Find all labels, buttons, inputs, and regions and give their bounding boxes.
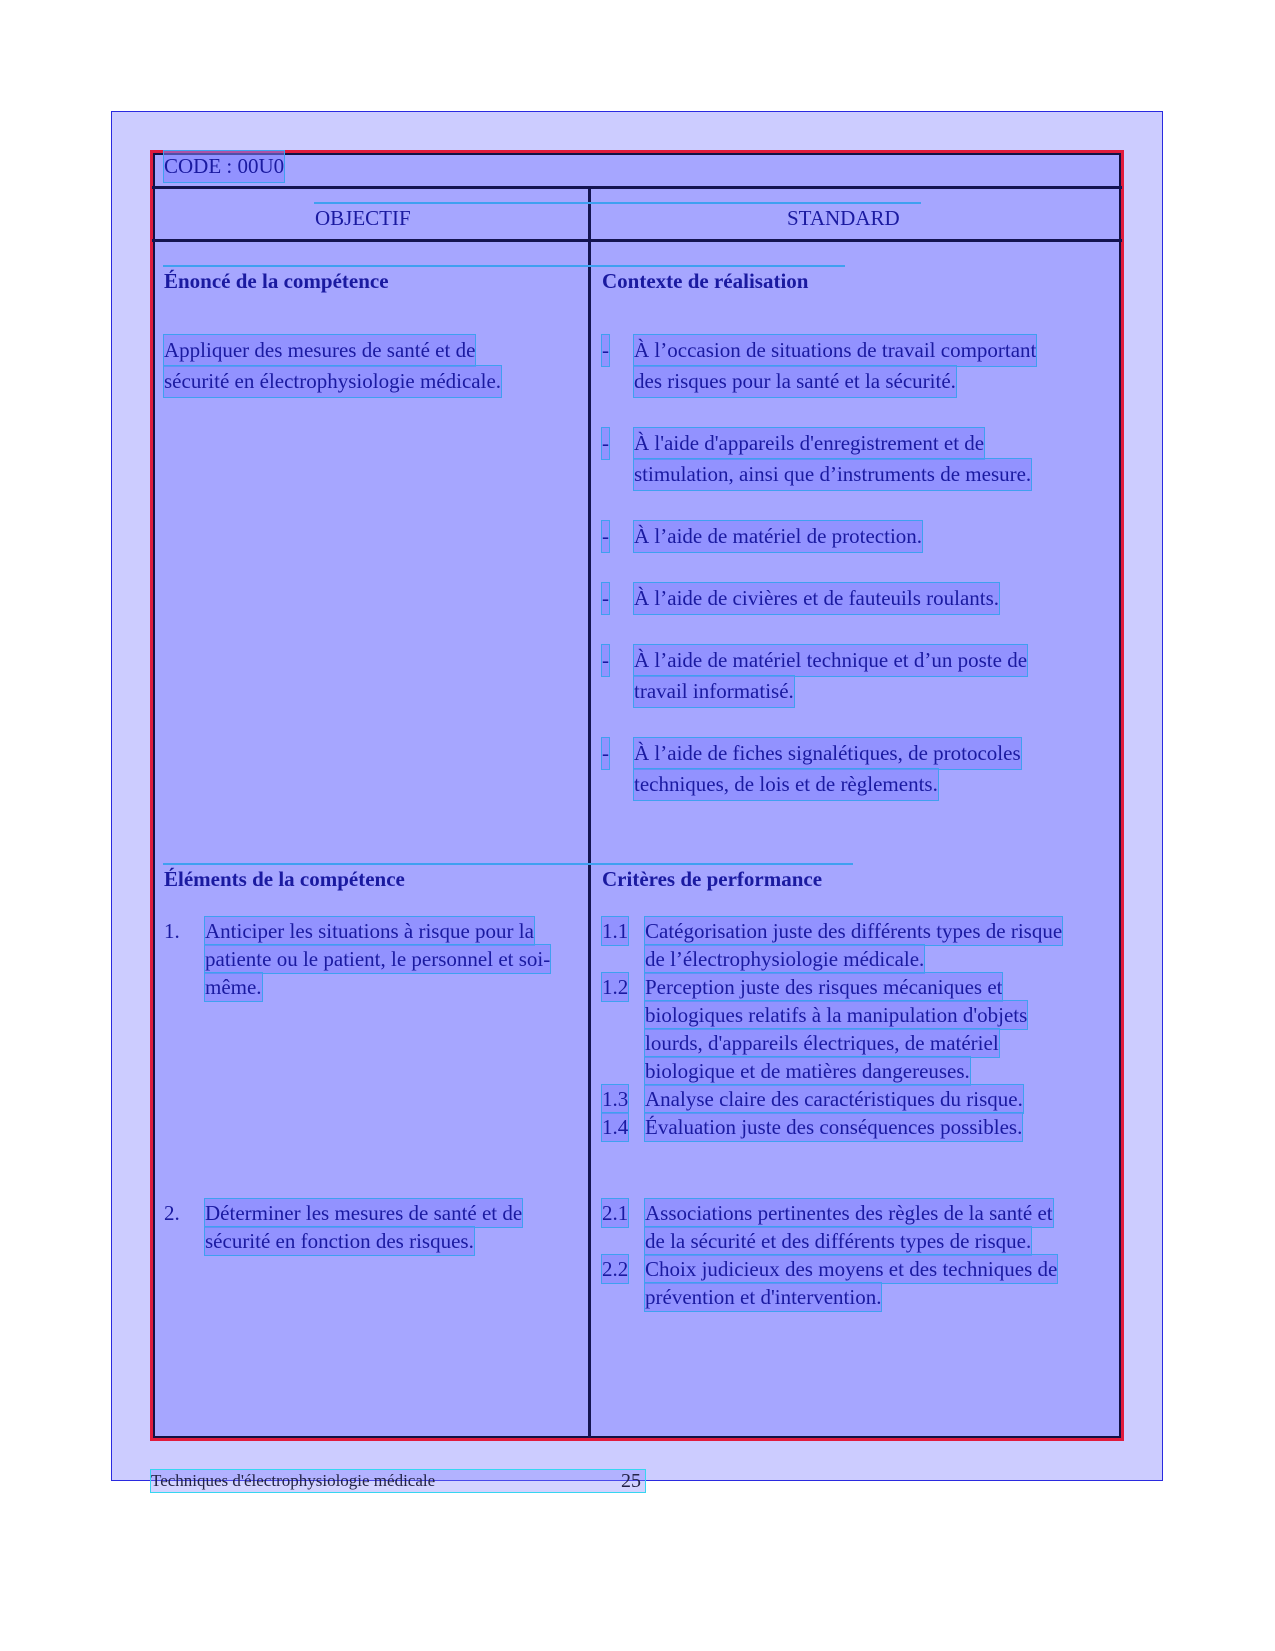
contexte-item-line: des risques pour la santé et la sécurité.	[634, 366, 956, 397]
element-number: 2.	[164, 1201, 180, 1225]
objectif-line: sécurité en électrophysiologie médicale.	[164, 366, 501, 397]
element-line: sécurité en fonction des risques.	[205, 1229, 474, 1253]
divider-header-top	[152, 186, 1122, 189]
critere-line: de la sécurité et des différents types de risque.	[645, 1229, 1032, 1253]
critere-line: Catégorisation juste des différents types de risque	[645, 919, 1063, 943]
element-number: 1.	[164, 919, 180, 943]
footer-title: Techniques d'électrophysiologie médicale	[151, 1471, 436, 1490]
critere-line: Associations pertinentes des règles de la santé et	[645, 1201, 1053, 1225]
contexte-item-line: À l’aide de fiches signalétiques, de protocoles	[634, 738, 1021, 769]
contexte-item-line: techniques, de lois et de règlements.	[634, 769, 938, 800]
contexte-bullet: -	[602, 335, 609, 366]
column-header-standard: STANDARD	[787, 206, 900, 230]
contexte-bullet: -	[602, 645, 609, 676]
contexte-bullet: -	[602, 583, 609, 614]
element-line: Anticiper les situations à risque pour la	[205, 919, 534, 943]
code-label: CODE : 00U0	[164, 151, 284, 182]
critere-line: biologiques relatifs à la manipulation d'objets	[645, 1003, 1028, 1027]
divider-header-bottom	[152, 239, 1122, 242]
critere-line: de l’électrophysiologie médicale.	[645, 947, 925, 971]
contexte-bullet: -	[602, 521, 609, 552]
contexte-item-line: travail informatisé.	[634, 676, 794, 707]
critere-number: 2.2	[602, 1257, 629, 1281]
contexte-bullet: -	[602, 738, 609, 769]
contexte-item-line: À l'aide d'appareils d'enregistrement et de	[634, 428, 984, 459]
contexte-item-line: stimulation, ainsi que d’instruments de mesure.	[634, 459, 1031, 490]
critere-line: Perception juste des risques mécaniques et	[645, 975, 1003, 999]
critere-number: 1.2	[602, 975, 629, 999]
element-line: même.	[205, 975, 262, 999]
critere-number: 1.4	[602, 1115, 629, 1139]
column-divider	[588, 188, 591, 1438]
contexte-heading: Contexte de réalisation	[602, 269, 809, 293]
critere-number: 1.1	[602, 919, 629, 943]
criteres-heading: Critères de performance	[602, 867, 823, 891]
critere-line: prévention et d'intervention.	[645, 1285, 882, 1309]
contexte-item-line: À l’occasion de situations de travail comportant	[634, 335, 1036, 366]
contexte-item-line: À l’aide de matériel technique et d’un poste de	[634, 645, 1027, 676]
contexte-item-line: À l’aide de matériel de protection.	[634, 521, 922, 552]
enonce-heading: Énoncé de la compétence	[164, 269, 389, 293]
critere-line: Analyse claire des caractéristiques du risque.	[645, 1087, 1023, 1111]
page-number: 25	[621, 1470, 641, 1492]
column-header-objectif: OBJECTIF	[315, 206, 411, 230]
critere-line: Évaluation juste des conséquences possibles.	[645, 1115, 1023, 1139]
critere-line: lourds, d'appareils électriques, de matériel	[645, 1031, 999, 1055]
critere-line: Choix judicieux des moyens et des techniques de	[645, 1257, 1058, 1281]
critere-line: biologique et de matières dangereuses.	[645, 1059, 970, 1083]
element-line: patiente ou le patient, le personnel et soi-	[205, 947, 551, 971]
element-line: Déterminer les mesures de santé et de	[205, 1201, 523, 1225]
elements-heading: Éléments de la compétence	[164, 867, 405, 891]
critere-number: 1.3	[602, 1087, 629, 1111]
contexte-item-line: À l’aide de civières et de fauteuils roulants.	[634, 583, 999, 614]
critere-number: 2.1	[602, 1201, 629, 1225]
objectif-line: Appliquer des mesures de santé et de	[164, 335, 475, 366]
contexte-bullet: -	[602, 428, 609, 459]
